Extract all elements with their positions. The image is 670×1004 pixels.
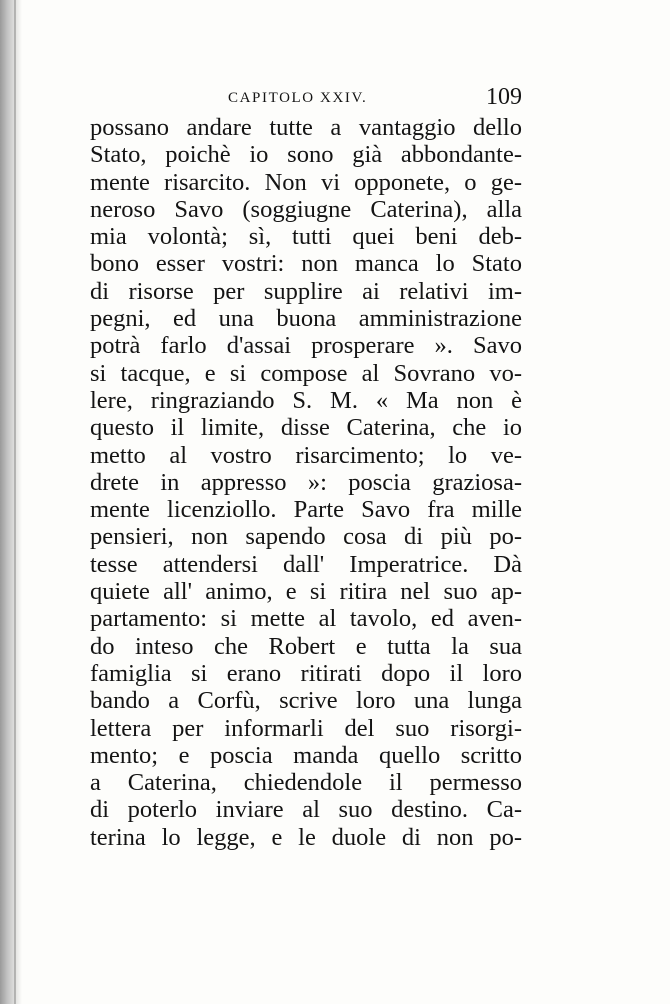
text-line: Stato, poichè io sono già abbondante- [90,141,522,169]
body-text [90,114,522,851]
text-line: neroso Savo (soggiugne Caterina), alla [90,195,522,223]
text-line: si tacque, e si compose al Sovrano vo- [90,359,522,387]
text-line: potrà farlo d'assai prosperare ». Savo [90,332,522,360]
text-line: pegni, ed una buona amministrazione [90,305,522,333]
text-line: lettera per informarli del suo risorgi- [90,714,522,742]
book-spine-shadow [0,0,22,1004]
text-line: drete in appresso »: poscia graziosa- [90,468,522,496]
text-line: mente risarcito. Non vi opponete, o ge- [90,168,522,196]
text-line: terina lo legge, e le duole di non po- [90,823,522,851]
text-line: pensieri, non sapendo cosa di più po- [90,523,522,551]
text-line: questo il limite, disse Caterina, che io [90,414,522,442]
text-line: a Caterina, chiedendole il permesso [90,769,522,797]
text-line: possano andare tutte a vantaggio dello [90,114,522,141]
text-line: partamento: si mette al tavolo, ed aven- [90,605,522,633]
text-line: mia volontà; sì, tutti quei beni deb- [90,223,522,251]
text-line: mente licenziollo. Parte Savo fra mille [90,496,522,524]
text-line: bono esser vostri: non manca lo Stato [90,250,522,278]
text-line: do inteso che Robert e tutta la sua [90,632,522,660]
text-line: quiete all' animo, e si ritira nel suo ap- [90,578,522,606]
running-head: CAPITOLO XXIV. [228,90,368,106]
text-line: metto al vostro risarcimento; lo ve- [90,441,522,469]
page-number: 109 [486,84,522,110]
text-line: di risorse per supplire ai relativi im- [90,277,522,305]
text-line: di poterlo inviare al suo destino. Ca- [90,796,522,824]
page-header [90,86,522,112]
text-line: lere, ringraziando S. M. « Ma non è [90,386,522,414]
gutter-line [14,0,16,1004]
text-line: tesse attendersi dall' Imperatrice. Dà [90,550,522,578]
text-line: bando a Corfù, scrive loro una lunga [90,687,522,715]
text-line: mento; e poscia manda quello scritto [90,741,522,769]
text-line: famiglia si erano ritirati dopo il loro [90,659,522,687]
